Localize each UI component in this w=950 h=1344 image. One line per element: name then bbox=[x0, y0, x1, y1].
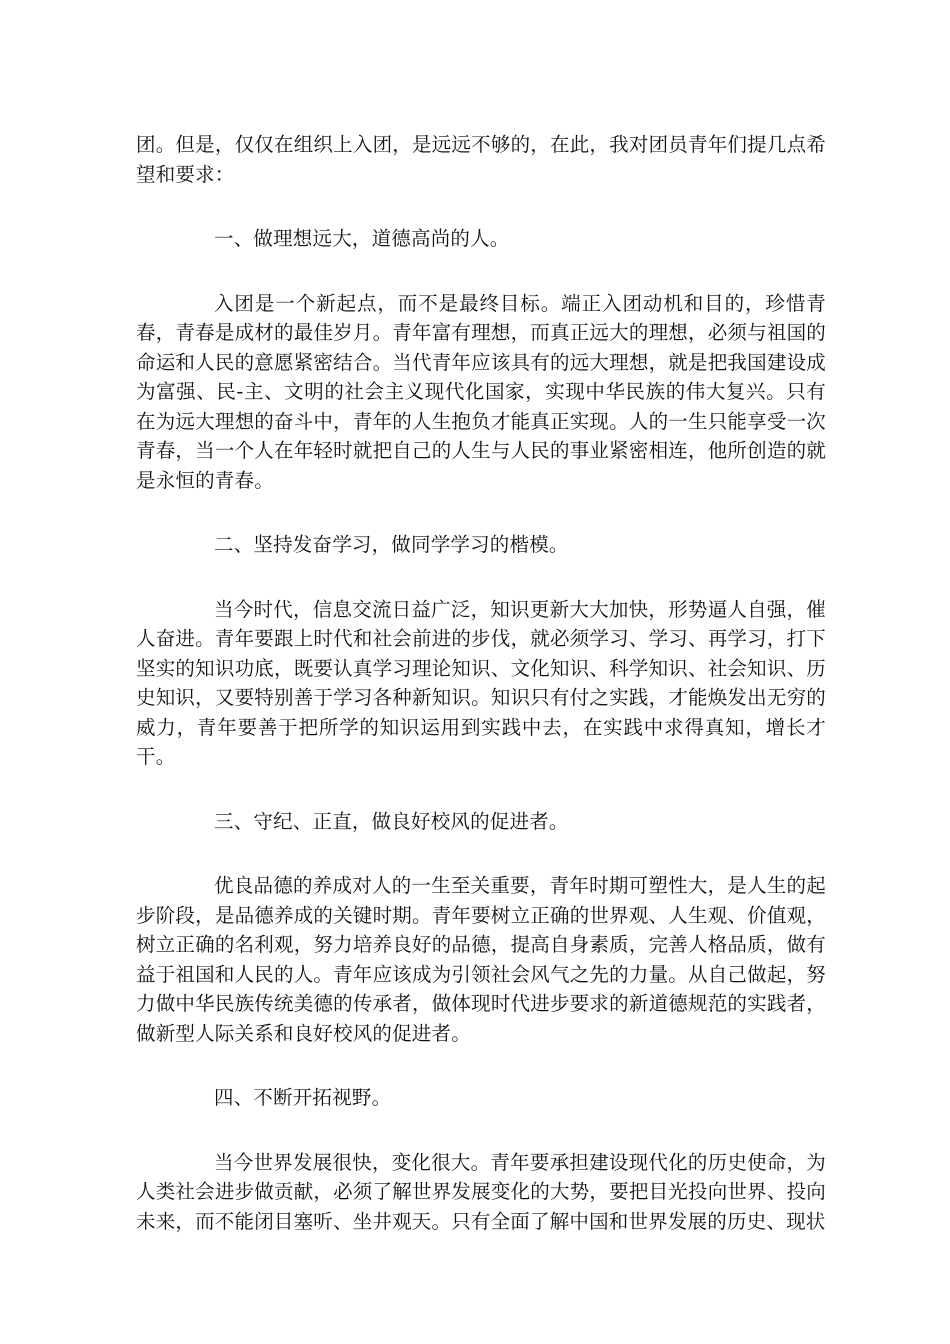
heading-point-4: 四、不断开拓视野。 bbox=[214, 1086, 392, 1109]
heading-point-3: 三、守纪、正直，做良好校风的促进者。 bbox=[214, 809, 569, 833]
paragraph-point-2: 当今时代，信息交流日益广泛，知识更新大大加快，形势逼人自强，催人奋进。青年要跟上时代和社会前进的步伐，就必须学习、学习、再学习，打下坚实的知识功底，既要认真学习理论知识、文化知识、科学知识、社会知识、历史知识，又要特别善于学习各种新知识。知识只有付之实践，才能焕发出无穷的威力，青年要善于把所学的知识运用到实践中去，在实践中求得真知，增长才干。 bbox=[136, 597, 826, 768]
paragraph-intro-continued: 团。但是，仅仅在组织上入团，是远远不够的，在此，我对团员青年们提几点希望和要求： bbox=[136, 133, 826, 186]
paragraph-point-1: 入团是一个新起点，而不是最终目标。端正入团动机和目的，珍惜青春，青春是成材的最佳岁月。青年富有理想，而真正远大的理想，必须与祖国的命运和人民的意愿紧密结合。当代青年应该具有的远大理想，就是把我国建设成为富强、民-主、文明的社会主义现代化国家，实现中华民族的伟大复兴。只有在为远大理想的奋斗中，青年的人生抱负才能真正实现。人的一生只能享受一次青春，当一个人在年轻时就把自己的人生与人民的事业紧密相连，他所创造的就是永恒的青春。 bbox=[136, 291, 826, 492]
paragraph-point-4: 当今世界发展很快，变化很大。青年要承担建设现代化的历史使命，为人类社会进步做贡献，必须了解世界发展变化的大势，要把目光投向世界、投向未来，而不能闭目塞听、坐井观天。只有全面了解中国和世界发展的历史、现状 bbox=[136, 1150, 826, 1233]
heading-point-1: 一、做理想远大，道德高尚的人。 bbox=[214, 227, 510, 250]
heading-point-2: 二、坚持发奋学习，做同学学习的楷模。 bbox=[214, 533, 569, 556]
paragraph-point-3: 优良品德的养成对人的一生至关重要，青年时期可塑性大，是人生的起步阶段，是品德养成的关键时期。青年要树立正确的世界观、人生观、价值观，树立正确的名利观，努力培养良好的品德，提高自身素质，完善人格品质，做有益于祖国和人民的人。青年应该成为引领社会风气之先的力量。从自己做起，努力做中华民族传统美德的传承者，做体现时代进步要求的新道德规范的实践者，做新型人际关系和良好校风的促进者。 bbox=[136, 874, 826, 1045]
document-page bbox=[136, 130, 826, 1236]
